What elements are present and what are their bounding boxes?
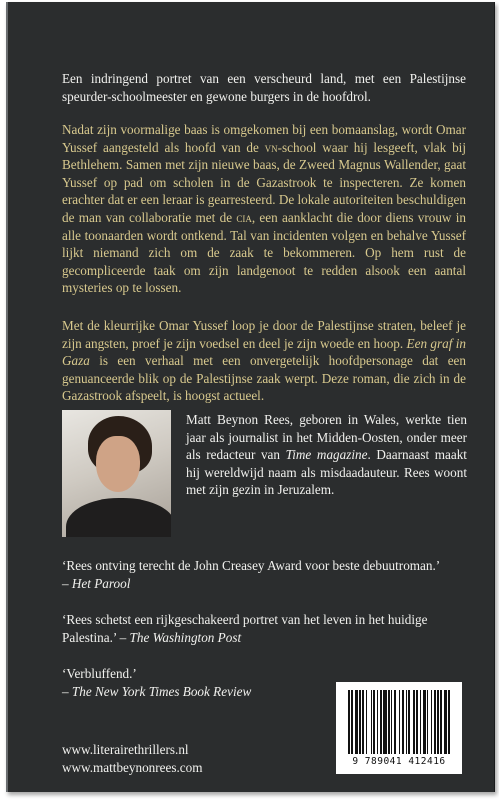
quote-source-name: New York Times Book Review — [94, 683, 252, 699]
vn-abbreviation: vn — [264, 139, 278, 155]
author-bio — [186, 411, 467, 499]
website-url: www.mattbeynonrees.com — [62, 760, 203, 775]
review-quote — [62, 611, 466, 646]
intro-paragraph: Een indringend portret van een verscheurd land, met een Palestijnse speurder-schoolmeester en gewone burgers in de hoofdrol. — [62, 71, 466, 104]
pitch-text: is een verhaal met een onvergetelijk hoofdpersonage dat een genuanceerde blik op de Palestijnse zaak werpt. Deze roman, die zich in de Gazastrook afspeelt, is hoogst actueel. — [62, 353, 466, 404]
pitch-text: Met de kleurrijke Omar Yussef loop je door de Palestijnse straten, beleef je zijn angsten, proef je zijn voedsel en deel je zijn woede en hoop. — [62, 318, 466, 351]
synopsis-text: -school waar hij lesgeeft, vlak bij Bethlehem. Samen met zijn nieuwe baas, de Zweed Magnus Wallender, gaat Yussef op pad om scholen in de Gazastrook te inspecteren. Ze komen erachter dat er een leraar is gearresteerd. De lokale autoriteiten beschuldigen de man van collaboratie met de — [62, 139, 466, 225]
quote-text: ‘Rees ontving terecht de John Creasey Award voor beste debuutroman.’ — [62, 558, 441, 573]
synopsis-text: Nadat zijn voormalige baas is omgekomen bij een bomaanslag, wordt Omar Yussef aangesteld als hoofd van de — [62, 122, 466, 155]
book-title: Een graf in Gaza — [62, 335, 466, 369]
quote-source — [62, 575, 466, 593]
quote-source-name: The Washington Post — [129, 629, 242, 645]
cia-abbreviation: cia — [236, 209, 252, 225]
isbn-barcode — [336, 682, 462, 774]
book-back-cover — [6, 2, 495, 792]
magazine-title: Time magazine — [285, 447, 368, 463]
quote-source-name: – Het Parool — [62, 575, 131, 591]
quote-text: ‘Verbluffend.’ — [62, 666, 137, 681]
review-quote — [62, 557, 466, 592]
barcode-stripe — [450, 690, 452, 754]
isbn-number: 9 789041 412416 — [352, 756, 446, 767]
synopsis-paragraph — [62, 121, 466, 297]
quote-text: ‘Rees schetst een rijkgeschakeerd portret van het leven in het huidige Palestina.’ – — [62, 612, 428, 645]
website-url: www.literairethrillers.nl — [62, 742, 189, 757]
author-shirt — [66, 498, 171, 537]
synopsis-text: , een aanklacht die door diens vrouw in alle toonaarden wordt ontkend. Tal van incidenten volgen en behalve Yussef lijkt niemand zich om de zaak te bekommeren. Op hem rust de gecompliceerde taak om zijn landgenoot te redden alsook een aantal mysteries op te lossen. — [62, 209, 466, 296]
author-photo — [62, 410, 171, 537]
pitch-paragraph — [62, 317, 466, 405]
quote-source-prefix: – The — [62, 683, 95, 699]
bio-text: Matt Beynon Rees, geboren in Wales, werkte tien jaar als journalist in het Midden-Oosten, onder meer als redacteur van — [186, 412, 467, 463]
author-face — [96, 436, 140, 492]
website-links — [62, 741, 203, 777]
bio-text: . Daarnaast maakt hij wereldwijd naam als misdaadauteur. Rees woont met zijn gezin in Jeruzalem. — [186, 447, 467, 498]
barcode-bars — [348, 690, 452, 754]
